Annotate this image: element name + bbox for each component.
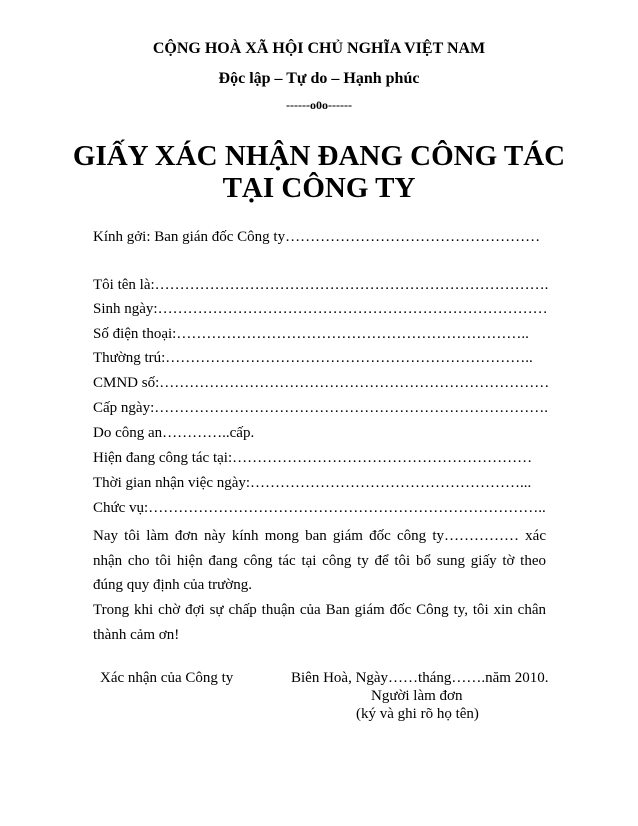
- place-date-line: Biên Hoà, Ngày……tháng…….năm 2010.: [291, 670, 549, 686]
- request-paragraph: Nay tôi làm đơn này kính mong ban giám đốc công ty…………… xác nhận cho tôi hiện đang công tác tại công ty để tôi bổ sung giấy tờ theo đúng quy định của trường.: [93, 528, 546, 593]
- document-title-line2: TẠI CÔNG TY: [222, 172, 416, 204]
- field-full-name: Tôi tên là:…………………………………………………………………….: [93, 277, 549, 293]
- signature-note: (ký và ghi rõ họ tên): [356, 706, 479, 722]
- company-confirmation-label: Xác nhận của Công ty: [100, 670, 234, 686]
- field-position: Chức vụ:……………………………………………………………………..: [93, 500, 546, 516]
- thanks-paragraph: Trong khi chờ đợi sự chấp thuận của Ban giám đốc Công ty, tôi xin chân thành cảm ơn!: [93, 602, 546, 643]
- country-heading: CỘNG HOÀ XÃ HỘI CHỦ NGHĨA VIỆT NAM: [152, 40, 486, 57]
- field-start-date: Thời gian nhận việc ngày:………………………………………………...: [93, 475, 532, 491]
- document-title-line1: GIẤY XÁC NHẬN ĐANG CÔNG TÁC: [72, 140, 566, 172]
- field-workplace: Hiện đang công tác tại:……………………………………………………: [93, 450, 533, 466]
- field-phone: Số điện thoại:……………………………………………………………..: [93, 326, 529, 342]
- field-id-number: CMND số:……………………………………………………………………: [93, 375, 550, 391]
- motto-heading: Độc lập – Tự do – Hạnh phúc: [218, 70, 420, 87]
- separator-text: ------o0o------: [286, 98, 352, 112]
- field-issue-date: Cấp ngày:…………………………………………………………………….: [93, 400, 548, 416]
- field-birth-date: Sinh ngày:……………………………………………………………………: [93, 301, 548, 317]
- applicant-label: Người làm đơn: [371, 688, 463, 704]
- field-issued-by: Do công an…………..cấp.: [93, 425, 255, 441]
- field-residence: Thường trú:………………………………………………………………..: [93, 350, 533, 366]
- addressee-line: Kính gởi: Ban gián đốc Công ty……………………………………………: [93, 229, 541, 245]
